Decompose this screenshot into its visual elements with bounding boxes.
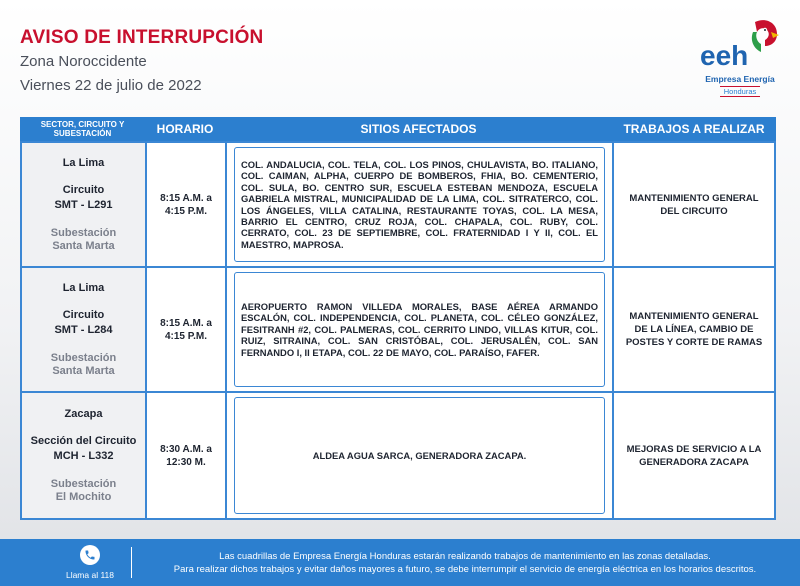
- table-header: [20, 117, 776, 141]
- hours-cell: [147, 393, 227, 518]
- footer-bar: [0, 539, 800, 586]
- row-location: La Lima: [62, 156, 105, 169]
- substation-name: El Mochito: [55, 490, 112, 503]
- hours-start: 8:30 A.M. a: [160, 443, 212, 455]
- table-row: [22, 268, 774, 393]
- hours-cell: [147, 268, 227, 391]
- footer-line-2: Para realizar dichos trabajos y evitar daños mayores a futuro, se debe interrumpir el servicio de energía eléctrica en los horarios descritos.: [173, 564, 757, 575]
- phone-label: Llama al 118: [65, 570, 115, 580]
- phone-icon: [80, 545, 100, 565]
- sector-cell: [22, 268, 147, 391]
- substation-label: Subestación: [50, 351, 117, 364]
- sites-cell: [227, 268, 614, 391]
- header-hours: HORARIO: [156, 122, 214, 136]
- circuit-label: Circuito: [62, 308, 105, 321]
- hours-start: 8:15 A.M. a: [160, 317, 212, 329]
- eeh-logo: [695, 18, 785, 98]
- sites-cell: [227, 143, 614, 266]
- notice-title: AVISO DE INTERRUPCIÓN: [20, 27, 264, 48]
- hours-start: 8:15 A.M. a: [160, 192, 212, 204]
- header-sector: SECTOR, CIRCUITO Y SUBESTACIÓN: [40, 120, 125, 138]
- footer-divider: [131, 547, 132, 578]
- substation-label: Subestación: [50, 477, 117, 490]
- row-location: Zacapa: [64, 407, 103, 420]
- works-cell: MANTENIMIENTO GENERAL DEL CIRCUITO: [629, 192, 759, 217]
- affected-sites: ALDEA AGUA SARCA, GENERADORA ZACAPA.: [312, 449, 527, 461]
- logo-company-name: Empresa Energía: [705, 74, 775, 84]
- circuit-code: MCH - L332: [53, 449, 114, 462]
- table-row: [22, 393, 774, 518]
- works-cell: MEJORAS DE SERVICIO A LA GENERADORA ZACAPA: [626, 443, 762, 468]
- row-location: La Lima: [62, 281, 105, 294]
- circuit-label: Sección del Circuito: [30, 434, 137, 447]
- hours-end: 4:15 P.M.: [164, 205, 208, 217]
- eeh-logo-mark: [695, 18, 785, 76]
- substation-name: Santa Marta: [52, 239, 115, 252]
- substation-name: Santa Marta: [52, 364, 115, 377]
- circuit-code: SMT - L291: [54, 198, 113, 211]
- header-works: TRABAJOS A REALIZAR: [623, 122, 765, 136]
- affected-sites: COL. ANDALUCIA, COL. TELA, COL. LOS PINOS, CHULAVISTA, BO. ITALIANO, COL. CAIMAN, ALPHA, CUERPO DE BOMBEROS, FHIA, BO. CEMENTERIO, COL. SULA, BO. CENTRO SUR, ESCUELA ESTEBAN MENDOZA, ESCUELA GABRIELA MISTRAL, MUNICIPALIDAD DE LA LIMA, COL. SITRATERCO, COL. LOS ÁNGELES, VILLA CATALINA, RESTAURANTE TOYAS, COL. LA MESA, BARRIO EL CENTRO, CRUZ ROJA, COL. CHAPALA, COL. RUBY, COL. CERRATO, COL. 23 DE SEPTIEMBRE, COL. FRATERNIDAD I Y II, COL. EL MAESTRO, MAPROSA.: [241, 158, 598, 250]
- sector-cell: [22, 143, 147, 266]
- outage-table: [20, 141, 776, 520]
- works-cell: MANTENIMIENTO GENERAL DE LA LÍNEA, CAMBIO DE POSTES Y CORTE DE RAMAS: [625, 311, 763, 348]
- hours-end: 4:15 P.M.: [164, 330, 208, 342]
- hours-end: 12:30 M.: [166, 456, 206, 468]
- substation-label: Subestación: [50, 226, 117, 239]
- svg-text:eeh: eeh: [700, 40, 749, 71]
- sites-box: [234, 147, 605, 262]
- header-sites: SITIOS AFECTADOS: [360, 122, 477, 136]
- hours-cell: [147, 143, 227, 266]
- footer-message: [140, 550, 790, 576]
- logo-country: Honduras: [695, 86, 785, 97]
- footer-line-1: Las cuadrillas de Empresa Energía Honduras estarán realizando trabajos de mantenimiento en las zonas detalladas.: [219, 551, 711, 562]
- affected-sites: AEROPUERTO RAMON VILLEDA MORALES, BASE AÉREA ARMANDO ESCALÓN, COL. INDEPENDENCIA, COL. PLANETA, COL. CÉLEO GONZÁLEZ, FESITRANH #2, COL. PALMERAS, COL. CERRITO LINDO, VILLAS KITUR, COL. RUIZ, SITRAINA, COL. SAN CRISTÓBAL, COL. JERUSALÉN, COL. SAN FERNANDO I, II ETAPA, COL. 22 DE MAYO, COL. PARAÍSO, FAFER.: [241, 300, 598, 358]
- table-row: [22, 143, 774, 268]
- sites-box: [234, 397, 605, 514]
- notice-date: Viernes 22 de julio de 2022: [20, 77, 202, 94]
- sites-box: [234, 272, 605, 387]
- notice-header: [0, 0, 800, 110]
- circuit-code: SMT - L284: [54, 323, 113, 336]
- zone-label: Zona Noroccidente: [20, 53, 147, 70]
- circuit-label: Circuito: [62, 183, 105, 196]
- sites-cell: [227, 393, 614, 518]
- call-118[interactable]: [58, 545, 122, 580]
- sector-cell: [22, 393, 147, 518]
